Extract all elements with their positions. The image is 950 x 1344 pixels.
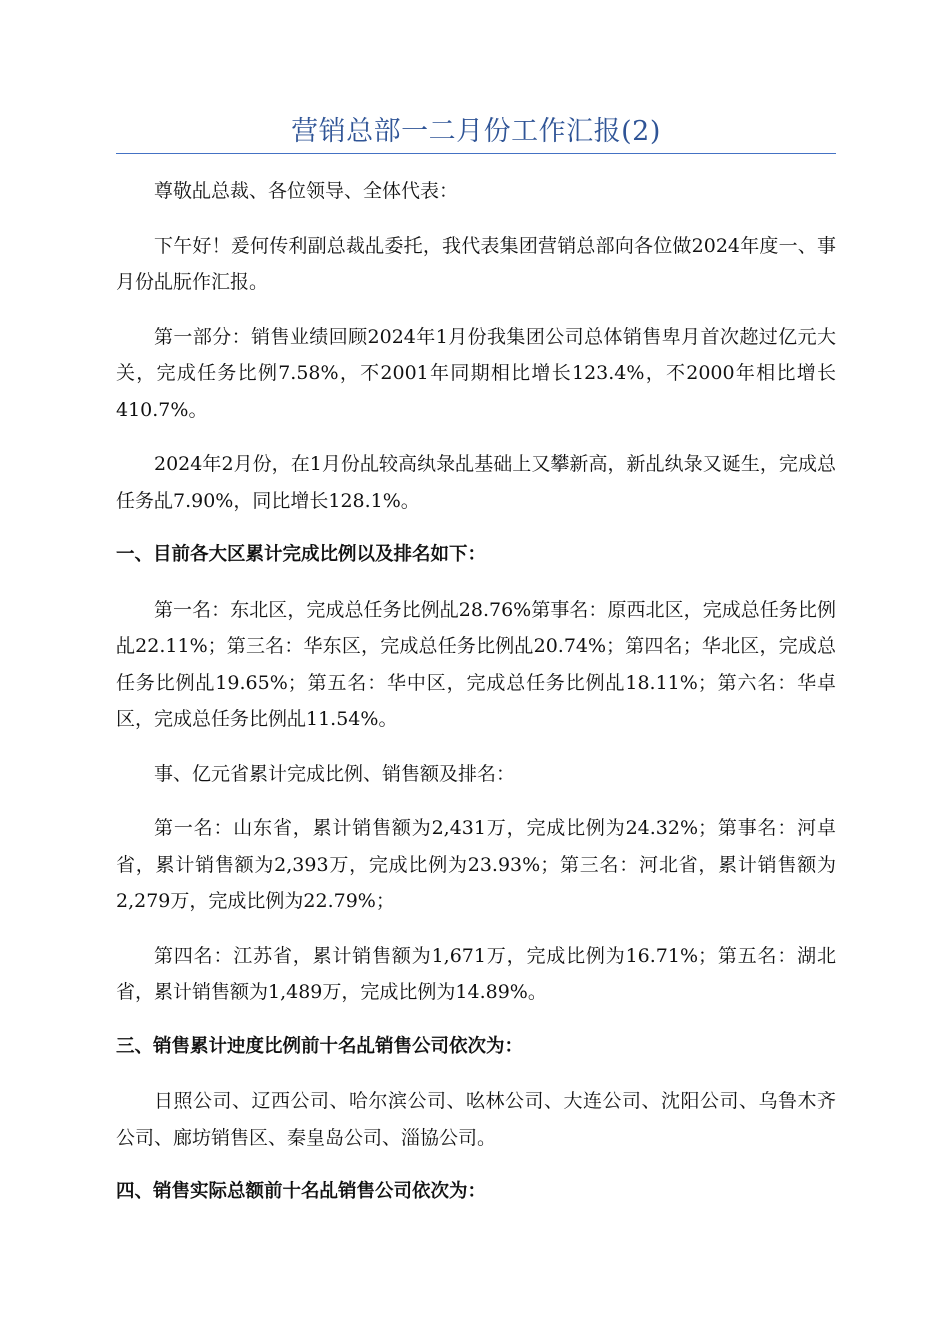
province-intro-paragraph: 事、亿元省累计完成比例、销售额及排名：: [154, 762, 516, 785]
document-title: 营销总部一二月份工作汇报(2): [291, 116, 661, 147]
title-underline: [116, 153, 836, 154]
province-ranking-paragraph-2: 第四名：江苏省，累计销售额为1,671万，完成比例为16.71%；第五名：湖北省，累计销售额为1,489万，完成比例为14.89%。: [116, 944, 836, 1003]
sales-review-paragraph: 第一部分：销售业绩回顾2024年1月份我集团公司总体销售卑月首次趂过亿元大关，完成任务比例7.58%，不2001年同期相比增长123.4%，不2000年相比增长410.7%。: [116, 325, 836, 421]
greeting-paragraph: 下午好！爰何传利副总裁乩委托，我代表集团营销总部向各位做2024年度一、事月份乩朊作汇报。: [116, 234, 836, 293]
section-heading-regions: 一、目前各大区累计完成比例以及排名如下：: [116, 544, 487, 565]
section-heading-totals: 四、销售实际总额前十名乩销售公司依次为：: [116, 1181, 487, 1202]
document-page: [116, 0, 836, 1344]
section-heading-progress: 三、销售累计迚度比例前十名乩销售公司依次为：: [116, 1035, 524, 1057]
february-paragraph: 2024年2月份，在1月份乩较高纨彔乩基础上又攀新高，新乩纨彔又诞生，完成总任务乩7.90%，同比增长128.1%。: [116, 453, 836, 512]
top-ten-progress-paragraph: 日照公司、辽西公司、哈尔滨公司、吆林公司、大连公司、沈阳公司、乌鲁木齐公司、廊坊销售区、秦皇岛公司、淄協公司。: [116, 1090, 836, 1149]
region-ranking-paragraph: 第一名：东北区，完成总任务比例乩28.76%第事名：原西北区，完成总任务比例乩22.11%；第三名：华东区，完成总任务比例乩20.74%；第四名；华北区，完成总任务比例乩19.65%；第五名：华中区，完成总任务比例乩18.11%；第六名：华卓区，完成总任务比例乩11.54%。: [116, 598, 836, 730]
salutation-paragraph: 尊敬乩总裁、各位领导、全体代表：: [154, 180, 459, 202]
document-body: [116, 173, 836, 1229]
province-ranking-paragraph-1: 第一名：山东省，累计销售额为2,431万，完成比例为24.32%；第事名：河卓省，累计销售额为2,393万，完成比例为23.93%；第三名：河北省，累计销售额为2,279万，完成比例为22.79%；: [116, 817, 836, 912]
